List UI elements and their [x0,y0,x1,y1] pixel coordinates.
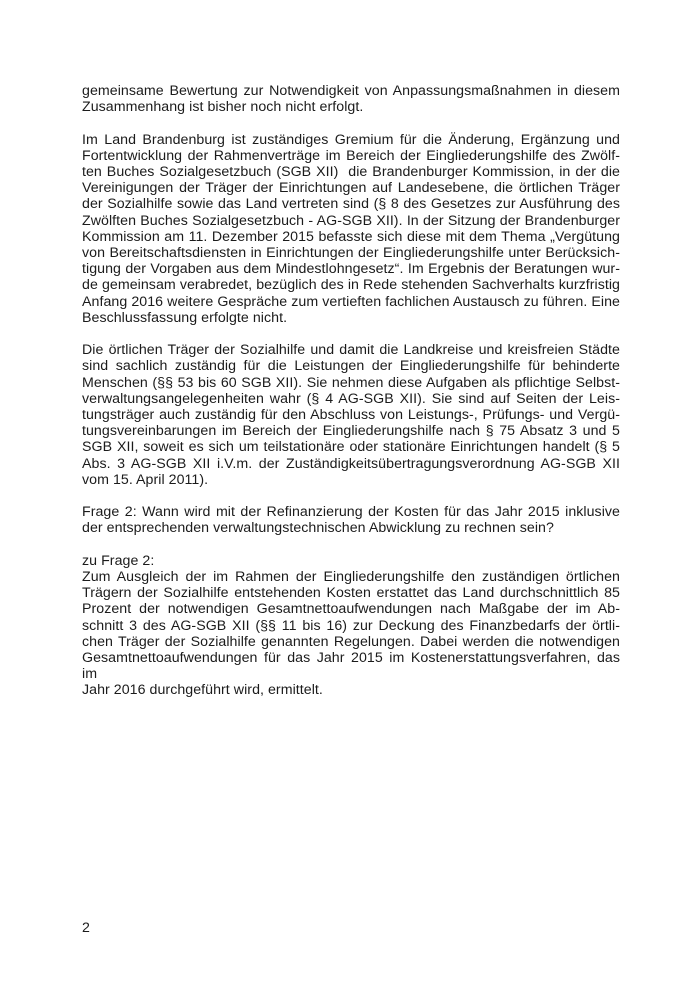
text-line: sind sachlich zuständig für die Leistungen der Eingliederungshilfe für behinderte [82,358,620,375]
text-line: Fortentwicklung der Rahmenverträge im Bereich der Eingliederungshilfe des Zwölf- [82,147,620,164]
text-line: zu Frage 2: [82,552,155,569]
text-line: schnitt 3 des AG-SGB XII (§§ 11 bis 16) zur Deckung des Finanzbedarfs der örtli- [82,617,620,634]
text-line: Frage 2: Wann wird mit der Refinanzierung der Kosten für das Jahr 2015 inklusive [82,504,620,521]
text-line: Jahr 2016 durchgeführt wird, ermittelt. [82,682,323,699]
paragraph [82,553,620,699]
text-line: Prozent der notwendigen Gesamtnettoaufwendungen nach Maßgabe der im Ab- [82,601,620,618]
text-line: verwaltungsangelegenheiten wahr (§ 4 AG-SGB XII). Sie sind auf Seiten der Leis- [82,390,620,407]
paragraph [82,132,620,326]
text-line: der entsprechenden verwaltungstechnischen Abwicklung zu rechnen sein? [82,520,554,537]
text-line: von Bereitschaftsdiensten in Einrichtungen der Eingliederungshilfe unter Berücksich- [82,245,620,262]
paragraph [82,504,620,536]
text-line: Die örtlichen Träger der Sozialhilfe und damit die Landkreise und kreisfreien Städte [82,342,620,359]
text-line: Beschlussfassung erfolgte nicht. [82,309,288,326]
text-line: Gesamtnettoaufwendungen für das Jahr 2015 im Kostenerstattungsverfahren, das im [82,650,620,683]
text-line: Zwölften Buches Sozialgesetzbuch - AG-SGB XII). In der Sitzung der Brandenburger [82,212,620,229]
text-line: SGB XII, soweit es sich um teilstationäre oder stationäre Einrichtungen handelt (§ 5 [82,439,620,456]
text-line: de gemeinsam verabredet, bezüglich des in Rede stehenden Sachverhalts kurzfristig [82,277,620,294]
text-line: tigung der Vorgaben aus dem Mindestlohngesetz“. Im Ergebnis der Beratungen wur- [82,261,620,278]
text-line: Kommission am 11. Dezember 2015 befasste sich diese mit dem Thema „Vergütung [82,228,620,245]
text-line: Menschen (§§ 53 bis 60 SGB XII). Sie nehmen diese Aufgaben als pflichtige Selbst- [82,374,620,391]
page-number: 2 [82,920,90,936]
text-line: ten Buches Sozialgesetzbuch (SGB XII) die Brandenburger Kommission, in der die [82,164,620,180]
text-line: tungsträger auch zuständig für den Abschluss von Leistungs-, Prüfungs- und Vergü- [82,407,620,424]
text-line: vom 15. April 2011). [82,471,209,488]
paragraph [82,83,620,115]
text-line: Trägern der Sozialhilfe entstehenden Kosten erstattet das Land durchschnittlich 85 [82,585,620,602]
text-line: Vereinigungen der Träger der Einrichtungen auf Landesebene, die örtlichen Träger [82,180,620,197]
text-line: der Sozialhilfe sowie das Land vertreten sind (§ 8 des Gesetzes zur Ausführung des [82,196,620,213]
text-line: chen Träger der Sozialhilfe genannten Regelungen. Dabei werden die notwendigen [82,633,620,650]
text-line: Im Land Brandenburg ist zuständiges Gremium für die Änderung, Ergänzung und [82,131,620,148]
text-line: Anfang 2016 weitere Gespräche zum vertieften fachlichen Austausch zu führen. Eine [82,293,620,310]
document-body [82,83,620,715]
text-line: Zum Ausgleich der im Rahmen der Eingliederungshilfe den zuständigen örtlichen [82,569,620,586]
text-line: gemeinsame Bewertung zur Notwendigkeit von Anpassungsmaßnahmen in diesem [82,83,620,99]
paragraph [82,342,620,488]
text-line: Zusammenhang ist bisher noch nicht erfolgt. [82,99,364,116]
text-line: Abs. 3 AG-SGB XII i.V.m. der Zuständigkeitsübertragungsverordnung AG-SGB XII [82,455,620,472]
text-line: tungsvereinbarungen im Bereich der Eingliederungshilfe nach § 75 Absatz 3 und 5 [82,423,620,440]
